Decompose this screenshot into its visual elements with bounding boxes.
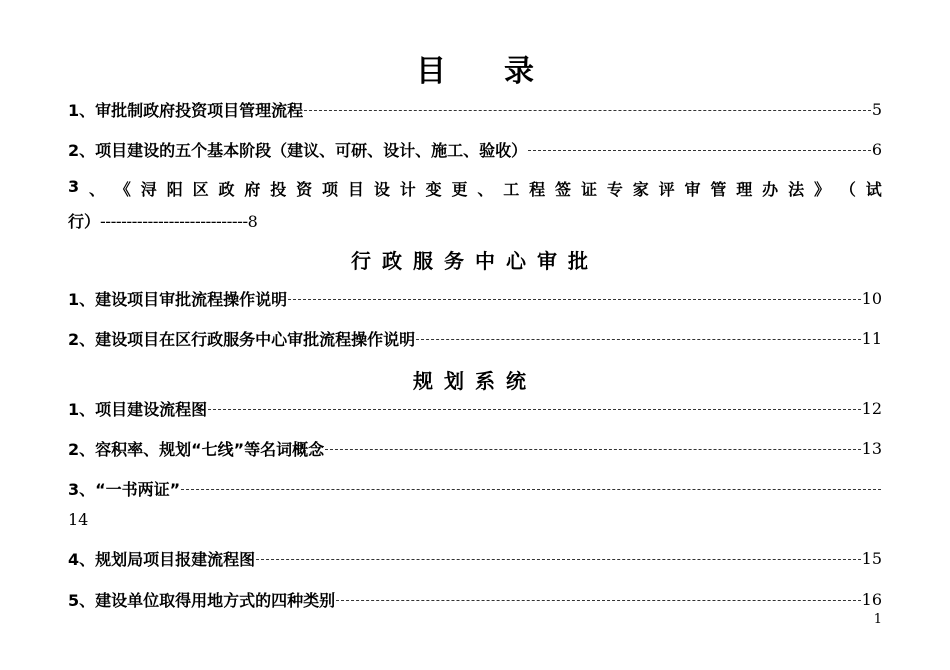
page-number: 1	[873, 612, 882, 627]
toc-entry-char: 程	[529, 180, 546, 199]
toc-leader	[528, 150, 871, 151]
toc-entry[interactable]	[68, 546, 882, 570]
toc-entry-page: 10	[861, 288, 882, 308]
toc-entry-char: 法	[788, 180, 805, 199]
section-heading-planning-system: 规划系统	[413, 369, 537, 393]
toc-entry-char: 、	[477, 180, 494, 199]
toc-entry-char: 评	[658, 180, 675, 199]
toc-entry-page: 8	[247, 212, 258, 231]
toc-leader	[208, 409, 861, 410]
toc-leader	[325, 449, 860, 450]
toc-entry-char: 变	[425, 180, 442, 199]
toc-entry-label: 1、审批制政府投资项目管理流程	[68, 100, 304, 120]
toc-entry-char: 家	[632, 180, 649, 199]
toc-entry-char: 》	[813, 180, 830, 199]
toc-entry-char: 3	[68, 177, 80, 196]
toc-entry-char: 府	[244, 180, 261, 199]
toc-leader	[304, 110, 871, 111]
toc-entry-label: 4、规划局项目报建流程图	[68, 549, 256, 569]
toc-entry-wrapped-line-2[interactable]	[68, 209, 258, 232]
toc-entry-page: 6	[871, 139, 882, 159]
toc-entry-label: 2、项目建设的五个基本阶段（建议、可研、设计、施工、验收）	[68, 140, 528, 160]
toc-leader	[288, 299, 861, 300]
toc-entry-label: 5、建设单位取得用地方式的四种类别	[68, 590, 336, 610]
toc-entry[interactable]	[68, 476, 882, 500]
toc-entry-char: 办	[762, 180, 779, 199]
toc-entry-label: 2、容积率、规划“七线”等名词概念	[68, 439, 325, 459]
toc-leader	[416, 339, 861, 340]
toc-entry-char: 设	[373, 180, 390, 199]
toc-entry-page: 12	[861, 398, 882, 418]
toc-entry-page: 5	[871, 99, 882, 119]
page-title	[0, 46, 950, 90]
toc-leader	[181, 489, 881, 490]
toc-entry-char: 更	[451, 180, 468, 199]
toc-entry[interactable]	[68, 286, 882, 310]
toc-entry-page: 15	[861, 548, 882, 568]
toc-entry-char: 计	[399, 180, 416, 199]
toc-entry[interactable]	[68, 396, 882, 420]
toc-entry-label-continued: 行）	[68, 212, 101, 231]
toc-entry-label: 1、项目建设流程图	[68, 399, 208, 419]
toc-entry-label: 1、建设项目审批流程操作说明	[68, 289, 288, 309]
toc-entry-page: 13	[861, 438, 882, 458]
toc-entry-char: 管	[710, 180, 727, 199]
toc-entry-char: 浔	[140, 180, 157, 199]
toc-entry-char: 、	[89, 180, 106, 199]
toc-entry-page: 16	[861, 589, 882, 609]
toc-entry[interactable]	[68, 137, 882, 161]
toc-entry-char: 证	[580, 180, 597, 199]
toc-entry-char: 阳	[166, 180, 183, 199]
toc-entry-char: 工	[503, 180, 520, 199]
toc-entry-char: 专	[606, 180, 623, 199]
toc-entry-char: 政	[218, 180, 235, 199]
toc-entry-char: 理	[736, 180, 753, 199]
toc-entry-char: 审	[684, 180, 701, 199]
section-heading-admin-service-center: 行政服务中心审批	[351, 249, 599, 273]
toc-entry-page: 11	[861, 328, 882, 348]
toc-entry-wrapped-line-1[interactable]	[68, 177, 882, 200]
toc-entry[interactable]	[68, 97, 882, 121]
toc-entry[interactable]	[68, 436, 882, 460]
toc-entry-page: 14	[68, 510, 89, 529]
toc-leader	[336, 600, 861, 601]
toc-entry-char: （	[839, 180, 856, 199]
toc-entry-char: 项	[322, 180, 339, 199]
toc-entry-char: 区	[192, 180, 209, 199]
toc-entry-char: 投	[270, 180, 287, 199]
title-char-1: 目	[416, 54, 446, 89]
toc-entry-label: 2、建设项目在区行政服务中心审批流程操作说明	[68, 329, 416, 349]
toc-entry-char: 目	[347, 180, 364, 199]
toc-entry-char: 《	[114, 180, 131, 199]
toc-entry[interactable]	[68, 587, 882, 611]
toc-entry-label: 3、“一书两证”	[68, 479, 181, 499]
toc-entry-char: 试	[865, 180, 882, 199]
toc-entry[interactable]	[68, 326, 882, 350]
title-char-2: 录	[504, 54, 534, 89]
toc-entry-char: 资	[296, 180, 313, 199]
toc-leader	[256, 559, 861, 560]
toc-leader: ----------------------------	[100, 212, 248, 231]
toc-entry-char: 签	[555, 180, 572, 199]
